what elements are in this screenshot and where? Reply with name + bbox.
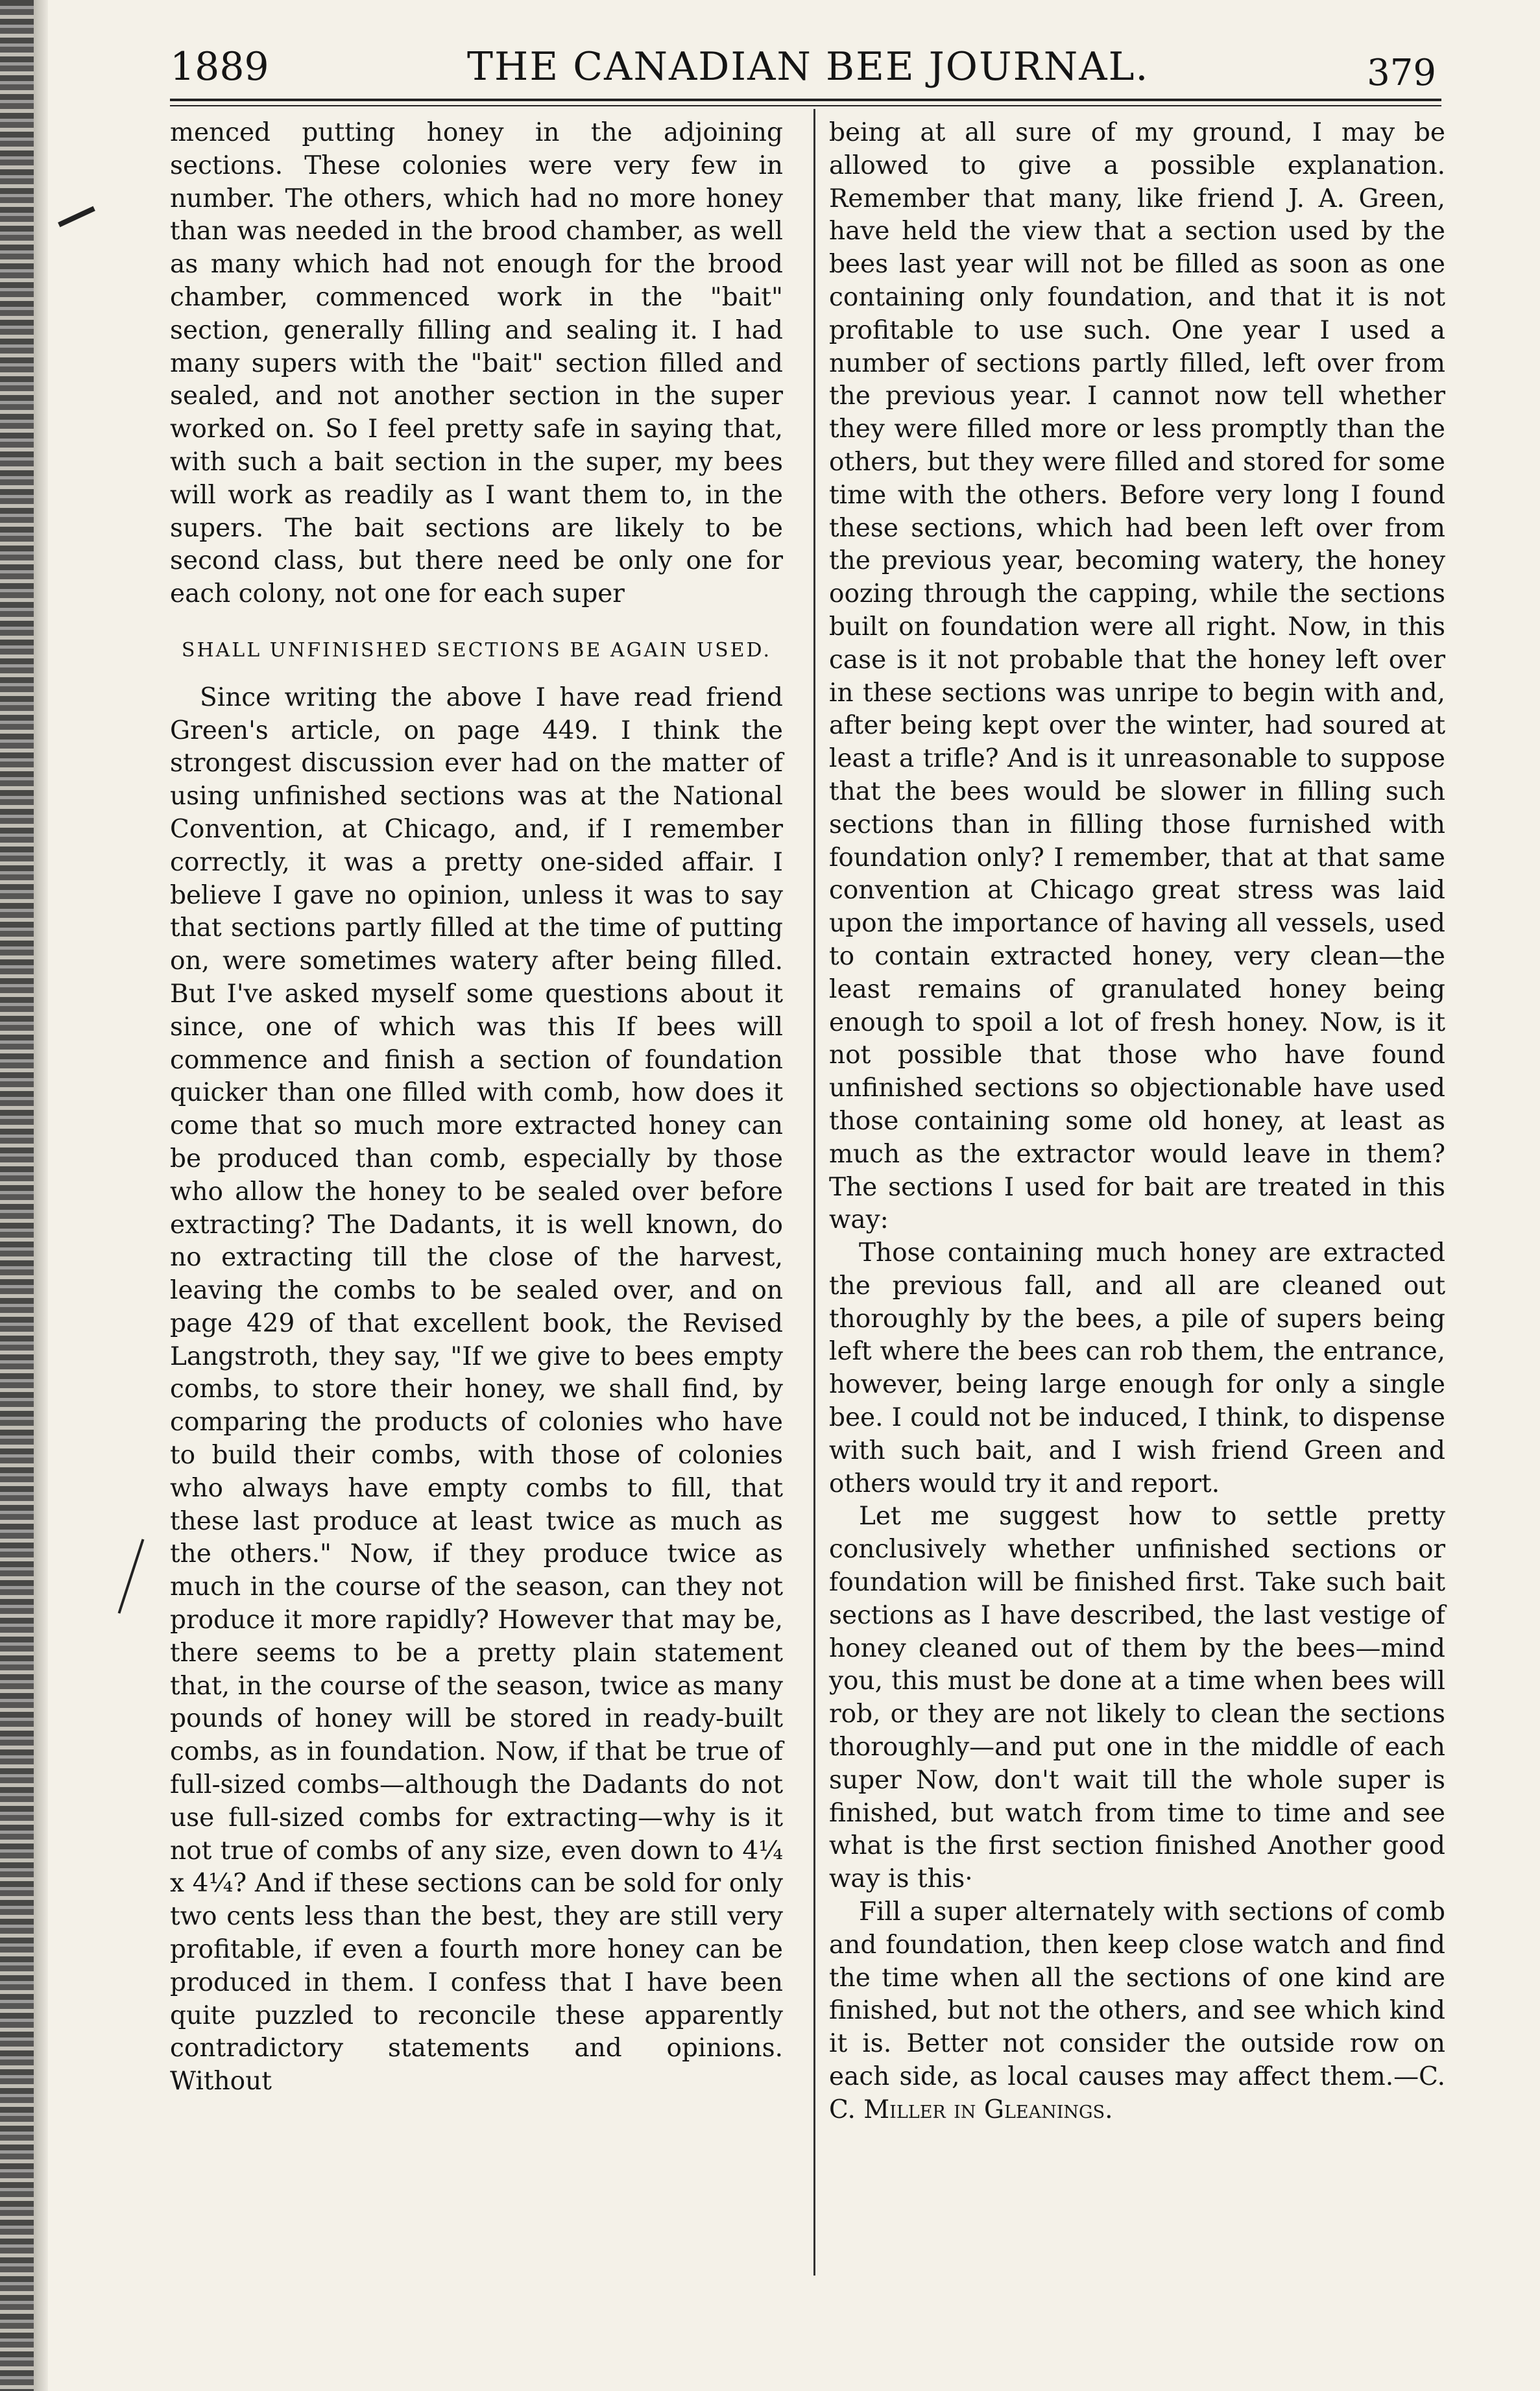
- column-divider: [813, 109, 815, 2276]
- pen-margin-mark: [118, 1539, 145, 1613]
- scanned-binding-edge: [0, 0, 34, 2391]
- pen-arrow-mark: [58, 206, 95, 228]
- right-column: [829, 117, 1445, 2127]
- paragraph: Since writing the above I have read friend Green's article, on page 449. I think the strongest discussion ever had on the matter of using unfinished sections was at the National Convention, at Chicago, and, if I remember correctly, it was a pretty one-sided affair. I believe I gave no opinion, unless it was to say that sections partly filled at the time of putting on, were sometimes watery after being filled. But I've asked myself some questions about it since, one of which was this If bees will commence and finish a section of foundation quicker than one filled with comb, how does it come that so much more extracted honey can be produced than comb, especially by those who allow the honey to be sealed over before extracting? The Dadants, it is well known, do no extracting till the close of the harvest, leaving the combs to be sealed over, and on page 429 of that excellent book, the Revised Langstroth, they say, "If we give to bees empty combs, to store their honey, we shall find, by comparing the products of colonies who have to build their combs, with those of colonies who always have empty combs to fill, that these last produce at least twice as much as the others." Now, if they produce twice as much in the course of the season, can they not produce it more rapidly? However that may be, there seems to be a pretty plain statement that, in the course of the season, twice as many pounds of honey will be stored in ready-built combs, as in foundation. Now, if that be true of full-sized combs—although the Dadants do not use full-sized combs for extracting—why is it not true of combs of any size, even down to 4¼ x 4¼? And if these sections can be sold for only two cents less than the best, they are still very profitable, if even a fourth more honey can be produced in them. I confess that I have been quite puzzled to reconcile these apparently contradictory statements and opinions. Without: [170, 682, 783, 2097]
- header-rule: [170, 99, 1441, 106]
- signature: C. C. Miller in Gleanings.: [829, 2062, 1445, 2124]
- page-header: [162, 26, 1475, 97]
- paragraph: menced putting honey in the adjoining sections. These colonies were very few in number. The others, which had no more honey than was needed in the brood chamber, as well as many which had not enough for the brood chamber, commenced work in the "bait" section, generally filling and sealing it. I had many supers with the "bait" section filled and sealed, and not another section in the super worked on. So I feel pretty safe in saying that, with such a bait section in the super, my bees will work as readily as I want them to, in the supers. The bait sections are likely to be second class, but there need be only one for each colony, not one for each super: [170, 118, 783, 609]
- journal-title: THE CANADIAN BEE JOURNAL.: [467, 44, 1149, 90]
- paragraph: Let me suggest how to settle pretty conclusively whether unfinished sections or foundation will be finished first. Take such bait sections as I have described, the last vestige of honey cleaned out of them by the bees—mind you, this must be done at a time when bees will rob, or they are not likely to clean the sections thoroughly—and put one in the middle of each super Now, don't wait till the whole super is finished, but watch from time to time and see what is the first section finished Another good way is this·: [829, 1502, 1445, 1894]
- paragraph: being at all sure of my ground, I may be allowed to give a possible explanation. Remember that many, like friend J. A. Green, have held the view that a section used by the bees last year will not be filled as soon as one containing only foundation, and that it is not profitable to use such. One year I used a number of sections partly filled, left over from the previous year. I cannot now tell whether they were filled more or less promptly than the others, but they were filled and stored for some time with the others. Before very long I found these sections, which had been left over from the previous year, becoming watery, the honey oozing through the capping, while the sections built on foundation were all right. Now, in this case is it not probable that the honey left over in these sections was unripe to begin with and, after being kept over the winter, had soured at least a trifle? And is it unreasonable to suppose that the bees would be slower in filling such sections than in filling those furnished with foundation only? I remember, that at that same convention at Chicago great stress was laid upon the importance of having all vessels, used to contain extracted honey, very clean—the least remains of granulated honey being enough to spoil a lot of fresh honey. Now, is it not possible that those who have found unfinished sections so objectionable have used those containing some old honey, at least as much as the extractor would leave in them? The sections I used for bait are treated in this way:: [829, 118, 1445, 1235]
- paragraph: Those containing much honey are extracted the previous fall, and all are cleaned out thoroughly by the bees, a pile of supers being left where the bees can rob them, the entrance, however, being large enough for only a single bee. I could not be induced, I think, to dispense with such bait, and I wish friend Green and others would try it and report.: [829, 1238, 1445, 1498]
- paragraph-text: Fill a super alternately with sections of comb and foundation, then keep close watch and find the time when all the sections of one kind are finished, but not the others, and see which kind it is. Better not consider the outside row on each side, as local causes may affect them.—: [829, 1897, 1445, 2092]
- left-column: [170, 117, 783, 2098]
- paragraph: [829, 1896, 1445, 2127]
- section-subheading: SHALL UNFINISHED SECTIONS BE AGAIN USED.: [181, 638, 772, 662]
- header-year: 1889: [170, 44, 269, 90]
- binding-shadow: [34, 0, 48, 2391]
- page-number: 379: [1367, 52, 1436, 94]
